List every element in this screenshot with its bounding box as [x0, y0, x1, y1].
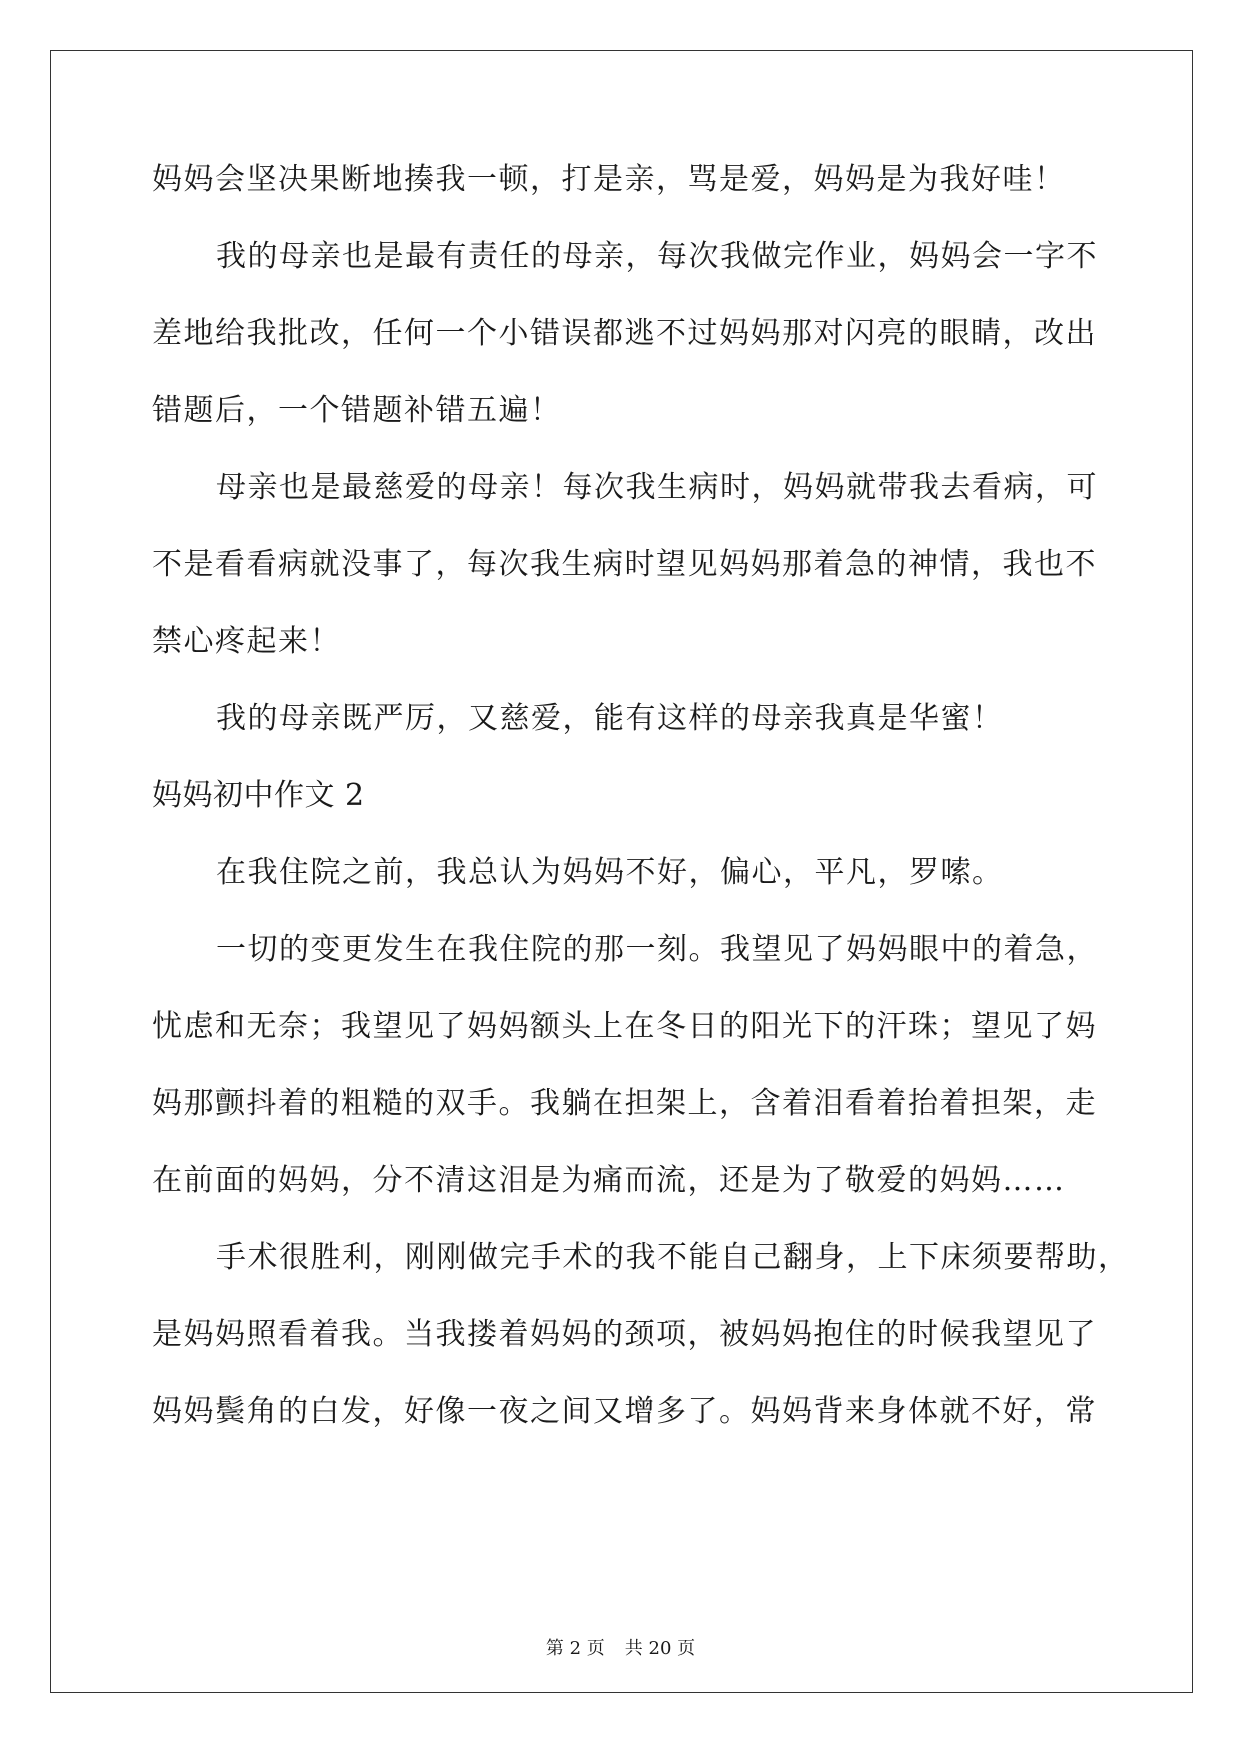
paragraph-start-line: 在我住院之前，我总认为妈妈不好，偏心，平凡，罗嗦。 [216, 855, 1004, 890]
page-footer [0, 1638, 1241, 1660]
text-line: 是妈妈照看着我。当我搂着妈妈的颈项，被妈妈抱住的时候我望见了 [152, 1317, 1097, 1352]
paragraph-start-line: 手术很胜利，刚刚做完手术的我不能自己翻身，上下床须要帮助， [216, 1240, 1130, 1275]
paragraph-start-line: 母亲也是最慈爱的母亲！每次我生病时，妈妈就带我去看病，可 [216, 470, 1098, 505]
text-line: 妈妈会坚决果断地揍我一顿，打是亲，骂是爱，妈妈是为我好哇！ [152, 162, 1066, 197]
section-heading: 妈妈初中作文 2 [152, 778, 365, 813]
text-line: 妈妈鬓角的白发，好像一夜之间又增多了。妈妈背来身体就不好，常 [152, 1394, 1097, 1429]
text-line: 在前面的妈妈，分不清这泪是为痛而流，还是为了敬爱的妈妈…… [152, 1163, 1066, 1198]
page-number: 第 2 页 [545, 1638, 605, 1659]
text-line: 禁心疼起来！ [152, 624, 341, 659]
text-line: 妈那颤抖着的粗糙的双手。我躺在担架上，含着泪看着抬着担架，走 [152, 1086, 1097, 1121]
text-line: 差地给我批改，任何一个小错误都逃不过妈妈那对闪亮的眼睛，改出 [152, 316, 1097, 351]
text-line: 忧虑和无奈；我望见了妈妈额头上在冬日的阳光下的汗珠；望见了妈 [152, 1009, 1097, 1044]
paragraph-start-line: 一切的变更发生在我住院的那一刻。我望见了妈妈眼中的着急， [216, 932, 1098, 967]
paragraph-start-line: 我的母亲既严厉，又慈爱，能有这样的母亲我真是华蜜！ [216, 701, 1004, 736]
page-total: 共 20 页 [624, 1638, 696, 1659]
text-line: 不是看看病就没事了，每次我生病时望见妈妈那着急的神情，我也不 [152, 547, 1097, 582]
text-line: 错题后，一个错题补错五遍！ [152, 393, 562, 428]
paragraph-start-line: 我的母亲也是最有责任的母亲，每次我做完作业，妈妈会一字不 [216, 239, 1098, 274]
